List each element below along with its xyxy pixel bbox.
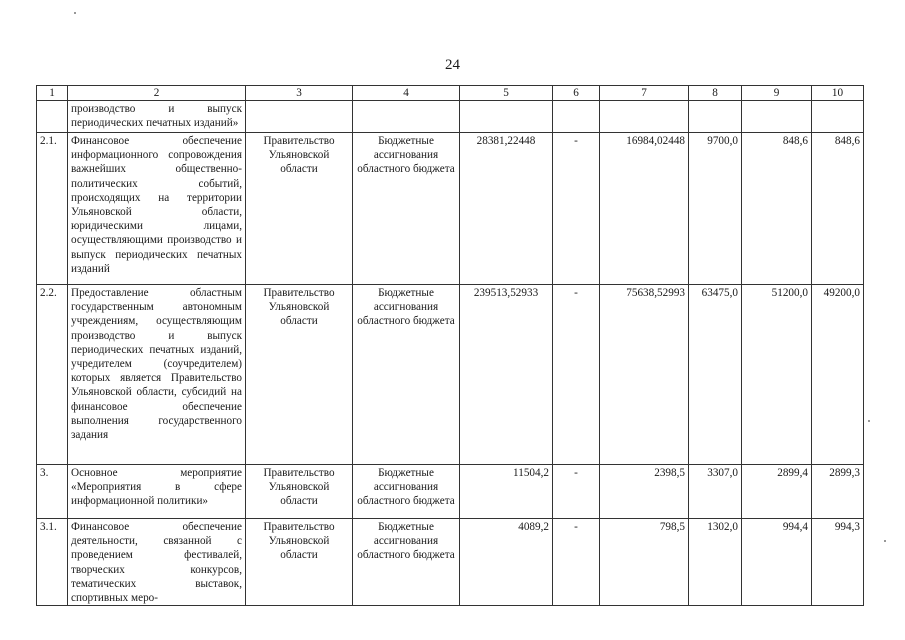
- amount-col7: 2398,5: [600, 465, 689, 519]
- amount-col10: 49200,0: [812, 285, 864, 465]
- table-row: [37, 285, 864, 465]
- event-name: Финансовое обеспечение информационного сопровождения важнейших общественно-политических событий, происходящих на территории Ульяновской области, юридическими лицами, осуществляющими производство и выпуск периодических печатных изданий: [68, 133, 246, 285]
- table-row: [37, 519, 864, 606]
- funding-source: Бюджетные ассигнования областного бюджета: [353, 519, 460, 606]
- header-row: [37, 86, 864, 101]
- amount-col10: [812, 101, 864, 133]
- amount-col6: -: [553, 285, 600, 465]
- amount-col8: 63475,0: [689, 285, 742, 465]
- header-cell: 10: [812, 86, 864, 101]
- amount-col9: 994,4: [742, 519, 812, 606]
- row-number: 2.1.: [37, 133, 68, 285]
- row-number: 3.: [37, 465, 68, 519]
- amount-col10: 2899,3: [812, 465, 864, 519]
- funding-source: Бюджетные ассигнования областного бюджета: [353, 465, 460, 519]
- header-cell: 6: [553, 86, 600, 101]
- scan-speck: [74, 12, 76, 14]
- total-amount: 11504,2: [460, 465, 553, 519]
- amount-col7: 75638,52993: [600, 285, 689, 465]
- amount-col8: [689, 101, 742, 133]
- amount-col7: 798,5: [600, 519, 689, 606]
- header-cell: 5: [460, 86, 553, 101]
- funding-source: Бюджетные ассигнования областного бюджета: [353, 133, 460, 285]
- funding-source: [353, 101, 460, 133]
- header-cell: 1: [37, 86, 68, 101]
- header-cell: 4: [353, 86, 460, 101]
- amount-col10: 848,6: [812, 133, 864, 285]
- executor: Правительство Ульяновской области: [246, 285, 353, 465]
- event-name: Основное мероприятие «Мероприятия в сфере информационной политики»: [68, 465, 246, 519]
- table-row: [37, 465, 864, 519]
- page-number: 24: [445, 57, 460, 73]
- executor: [246, 101, 353, 133]
- row-number: 2.2.: [37, 285, 68, 465]
- scan-speck: [884, 540, 886, 542]
- amount-col9: 848,6: [742, 133, 812, 285]
- amount-col8: 3307,0: [689, 465, 742, 519]
- amount-col6: -: [553, 519, 600, 606]
- amount-col6: [553, 101, 600, 133]
- amount-col6: -: [553, 465, 600, 519]
- total-amount: 239513,52933: [460, 285, 553, 465]
- row-number: 3.1.: [37, 519, 68, 606]
- total-amount: 4089,2: [460, 519, 553, 606]
- table-row: [37, 133, 864, 285]
- amount-col9: [742, 101, 812, 133]
- budget-table: [36, 85, 864, 606]
- executor: Правительство Ульяновской области: [246, 465, 353, 519]
- scan-speck: [868, 420, 870, 422]
- header-cell: 9: [742, 86, 812, 101]
- total-amount: 28381,22448: [460, 133, 553, 285]
- header-cell: 8: [689, 86, 742, 101]
- event-name: Предоставление областным государственным автономным учреждениям, осуществляющим производство и выпуск периодических печатных изданий, учредителем (соучредителем) которых является Правительство Ульяновской области, субсидий на финансовое обеспечение выполнения государственного задания: [68, 285, 246, 465]
- total-amount: [460, 101, 553, 133]
- table-row: [37, 101, 864, 133]
- amount-col7: 16984,02448: [600, 133, 689, 285]
- header-cell: 3: [246, 86, 353, 101]
- event-name: Финансовое обеспечение деятельности, связанной с проведением фестивалей, творческих конкурсов, тематических выставок, спортивных меро-: [68, 519, 246, 606]
- row-number: [37, 101, 68, 133]
- header-cell: 7: [600, 86, 689, 101]
- executor: Правительство Ульяновской области: [246, 133, 353, 285]
- header-cell: 2: [68, 86, 246, 101]
- funding-source: Бюджетные ассигнования областного бюджета: [353, 285, 460, 465]
- amount-col7: [600, 101, 689, 133]
- amount-col9: 51200,0: [742, 285, 812, 465]
- amount-col9: 2899,4: [742, 465, 812, 519]
- amount-col8: 9700,0: [689, 133, 742, 285]
- amount-col10: 994,3: [812, 519, 864, 606]
- amount-col8: 1302,0: [689, 519, 742, 606]
- event-name: производство и выпуск периодических печатных изданий»: [68, 101, 246, 133]
- executor: Правительство Ульяновской области: [246, 519, 353, 606]
- amount-col6: -: [553, 133, 600, 285]
